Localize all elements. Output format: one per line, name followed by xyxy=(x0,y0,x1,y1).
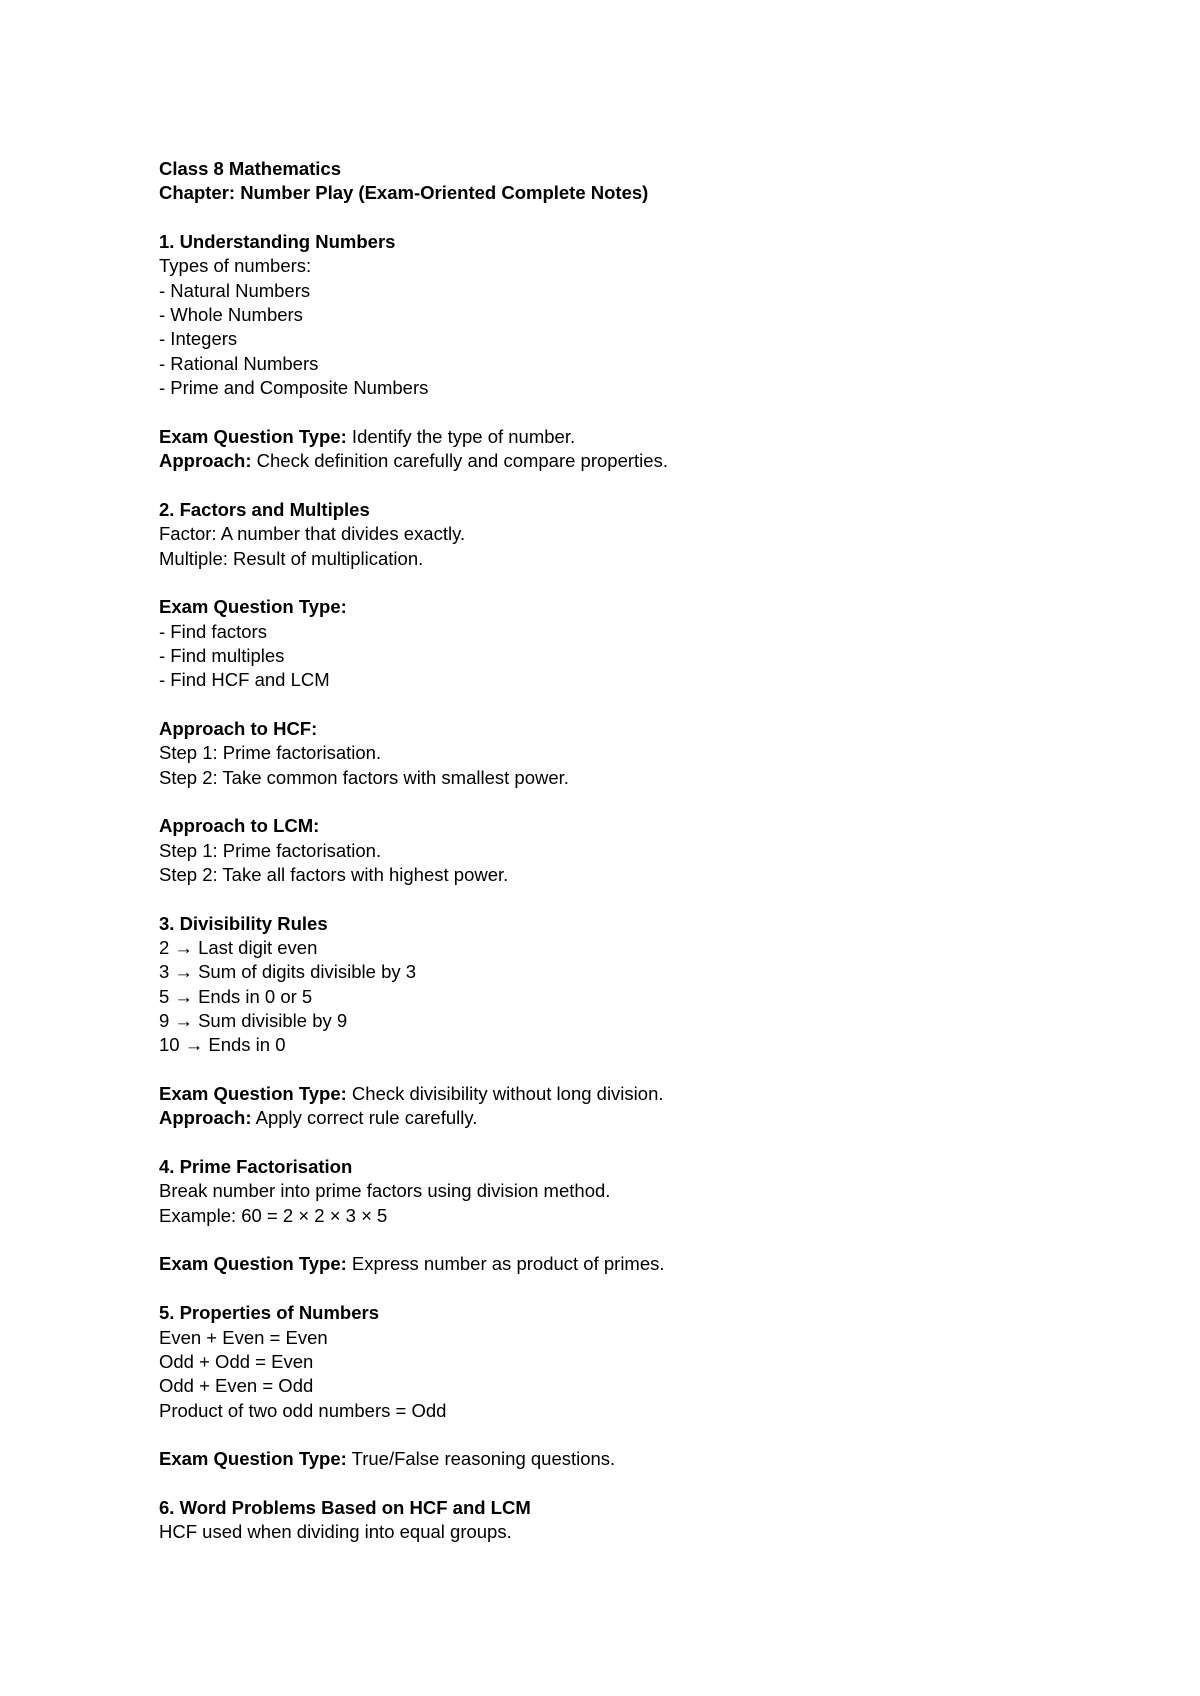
spacer xyxy=(159,1228,1139,1252)
property: Odd + Even = Odd xyxy=(159,1375,314,1397)
section-heading: 5. Properties of Numbers xyxy=(159,1302,380,1324)
label: Exam Question Type: xyxy=(159,1448,347,1470)
list-item: - Natural Numbers xyxy=(159,279,311,301)
example: Example: 60 = 2 × 2 × 3 × 5 xyxy=(159,1204,388,1226)
spacer xyxy=(159,1423,1139,1447)
property: Even + Even = Even xyxy=(159,1326,328,1348)
text: Check definition carefully and compare properties. xyxy=(251,450,668,472)
step: Step 1: Prime factorisation. xyxy=(159,839,382,861)
property: Product of two odd numbers = Odd xyxy=(159,1399,447,1421)
section-heading: 3. Divisibility Rules xyxy=(159,912,328,934)
approach-lcm-label: Approach to LCM: xyxy=(159,815,320,837)
list-item: - Find factors xyxy=(159,620,267,642)
rule: 9 → Sum divisible by 9 xyxy=(159,1010,348,1032)
document-title: Class 8 Mathematics xyxy=(159,158,342,179)
rule: 10 → Ends in 0 xyxy=(159,1034,286,1056)
text: Check divisibility without long division. xyxy=(346,1083,664,1105)
approach xyxy=(159,449,1139,473)
label: Exam Question Type: xyxy=(159,1083,347,1105)
spacer xyxy=(159,400,1139,424)
list-item: - Integers xyxy=(159,328,238,350)
text: True/False reasoning questions. xyxy=(346,1448,616,1470)
spacer xyxy=(159,473,1139,497)
spacer xyxy=(159,206,1139,230)
spacer xyxy=(159,1277,1139,1301)
spacer xyxy=(159,790,1139,814)
exam-question-type xyxy=(159,425,1139,449)
approach xyxy=(159,1106,1139,1130)
text: Identify the type of number. xyxy=(346,425,576,447)
list-item: - Rational Numbers xyxy=(159,352,319,374)
approach-hcf-label: Approach to HCF: xyxy=(159,717,318,739)
label: Exam Question Type: xyxy=(159,1253,347,1275)
section-text: Break number into prime factors using division method. xyxy=(159,1180,611,1202)
exam-question-type xyxy=(159,1252,1139,1276)
list-item: - Whole Numbers xyxy=(159,304,303,326)
section-heading: 4. Prime Factorisation xyxy=(159,1156,353,1178)
chapter-title: Chapter: Number Play (Exam-Oriented Complete Notes) xyxy=(159,182,649,204)
section-text: Multiple: Result of multiplication. xyxy=(159,547,424,569)
label: Approach: xyxy=(159,1107,252,1129)
section-heading: 2. Factors and Multiples xyxy=(159,498,370,520)
spacer xyxy=(159,1131,1139,1155)
spacer xyxy=(159,1058,1139,1082)
spacer xyxy=(159,693,1139,717)
section-heading: 1. Understanding Numbers xyxy=(159,231,396,253)
list-item: - Prime and Composite Numbers xyxy=(159,377,429,399)
list-item: - Find HCF and LCM xyxy=(159,669,330,691)
rule: 3 → Sum of digits divisible by 3 xyxy=(159,961,417,983)
section-text: HCF used when dividing into equal groups. xyxy=(159,1521,512,1543)
label: Approach: xyxy=(159,450,252,472)
document-page xyxy=(159,157,1139,1545)
spacer xyxy=(159,1472,1139,1496)
exam-question-type-label: Exam Question Type: xyxy=(159,596,347,618)
label: Exam Question Type: xyxy=(159,425,347,447)
exam-question-type xyxy=(159,1447,1139,1471)
text: Apply correct rule carefully. xyxy=(251,1107,478,1129)
text: Express number as product of primes. xyxy=(346,1253,665,1275)
spacer xyxy=(159,571,1139,595)
exam-question-type xyxy=(159,1082,1139,1106)
step: Step 2: Take common factors with smallest power. xyxy=(159,766,569,788)
step: Step 2: Take all factors with highest power. xyxy=(159,863,509,885)
section-text: Types of numbers: xyxy=(159,255,312,277)
section-heading: 6. Word Problems Based on HCF and LCM xyxy=(159,1496,531,1518)
rule: 2 → Last digit even xyxy=(159,937,318,958)
rule: 5 → Ends in 0 or 5 xyxy=(159,985,313,1007)
step: Step 1: Prime factorisation. xyxy=(159,742,382,764)
spacer xyxy=(159,887,1139,911)
section-text: Factor: A number that divides exactly. xyxy=(159,523,466,545)
list-item: - Find multiples xyxy=(159,644,285,666)
property: Odd + Odd = Even xyxy=(159,1350,314,1372)
